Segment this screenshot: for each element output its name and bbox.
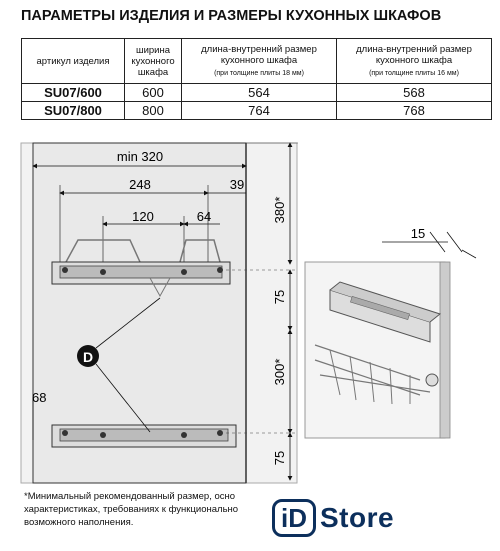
cell-width: 600 <box>125 84 182 102</box>
cell-article: SU07/800 <box>22 102 125 120</box>
dim-75-bottom: 75 <box>272 450 287 466</box>
dim-120: 120 <box>132 209 154 224</box>
header-subtext: (при толщине плиты 18 мм) <box>214 69 304 77</box>
dim-248: 248 <box>129 177 151 192</box>
header-subtext: (при толщине плиты 16 мм) <box>369 69 459 77</box>
idstore-logo <box>272 499 394 537</box>
dim-tick <box>447 232 462 252</box>
dim-39: 39 <box>229 177 245 192</box>
dim-380: 380* <box>272 196 287 224</box>
dim-15: 15 <box>410 226 426 241</box>
header-text: длина-внутренний размер кухонного шкафа <box>356 43 472 66</box>
header-text: ширина кухонного шкафа <box>131 44 175 78</box>
detail-drawing <box>305 262 450 438</box>
header-text: артикул изделия <box>36 55 110 67</box>
cell-article: SU07/600 <box>22 84 125 102</box>
page-title: ПАРАМЕТРЫ ИЗДЕЛИЯ И РАЗМЕРЫ КУХОННЫХ ШКАФОВ <box>21 8 442 24</box>
header-text: длина-внутренний размер кухонного шкафа <box>201 43 317 66</box>
dim-75-top: 75 <box>272 289 287 305</box>
logo-badge: iD <box>272 499 316 537</box>
footnote-line: возможного наполнения. <box>24 517 134 528</box>
cell-len18: 764 <box>182 102 337 120</box>
cell-len16: 568 <box>337 84 492 102</box>
logo-word: Store <box>320 502 395 533</box>
dim-300: 300* <box>272 358 287 386</box>
cell-len16: 768 <box>337 102 492 120</box>
cell-width: 800 <box>125 102 182 120</box>
dim-min-width: min 320 <box>116 149 164 164</box>
footnote-line: *Минимальный рекомендованный размер, осно <box>24 491 236 502</box>
dim-tick <box>462 250 476 258</box>
dim-68: 68 <box>32 390 47 405</box>
lower-rail <box>52 425 236 447</box>
footnote <box>24 490 264 529</box>
dim-64: 64 <box>196 209 212 224</box>
footnote-line: характеристиках, требованиях к функционально <box>24 504 239 515</box>
cell-len18: 564 <box>182 84 337 102</box>
callout-d: D <box>82 349 94 365</box>
